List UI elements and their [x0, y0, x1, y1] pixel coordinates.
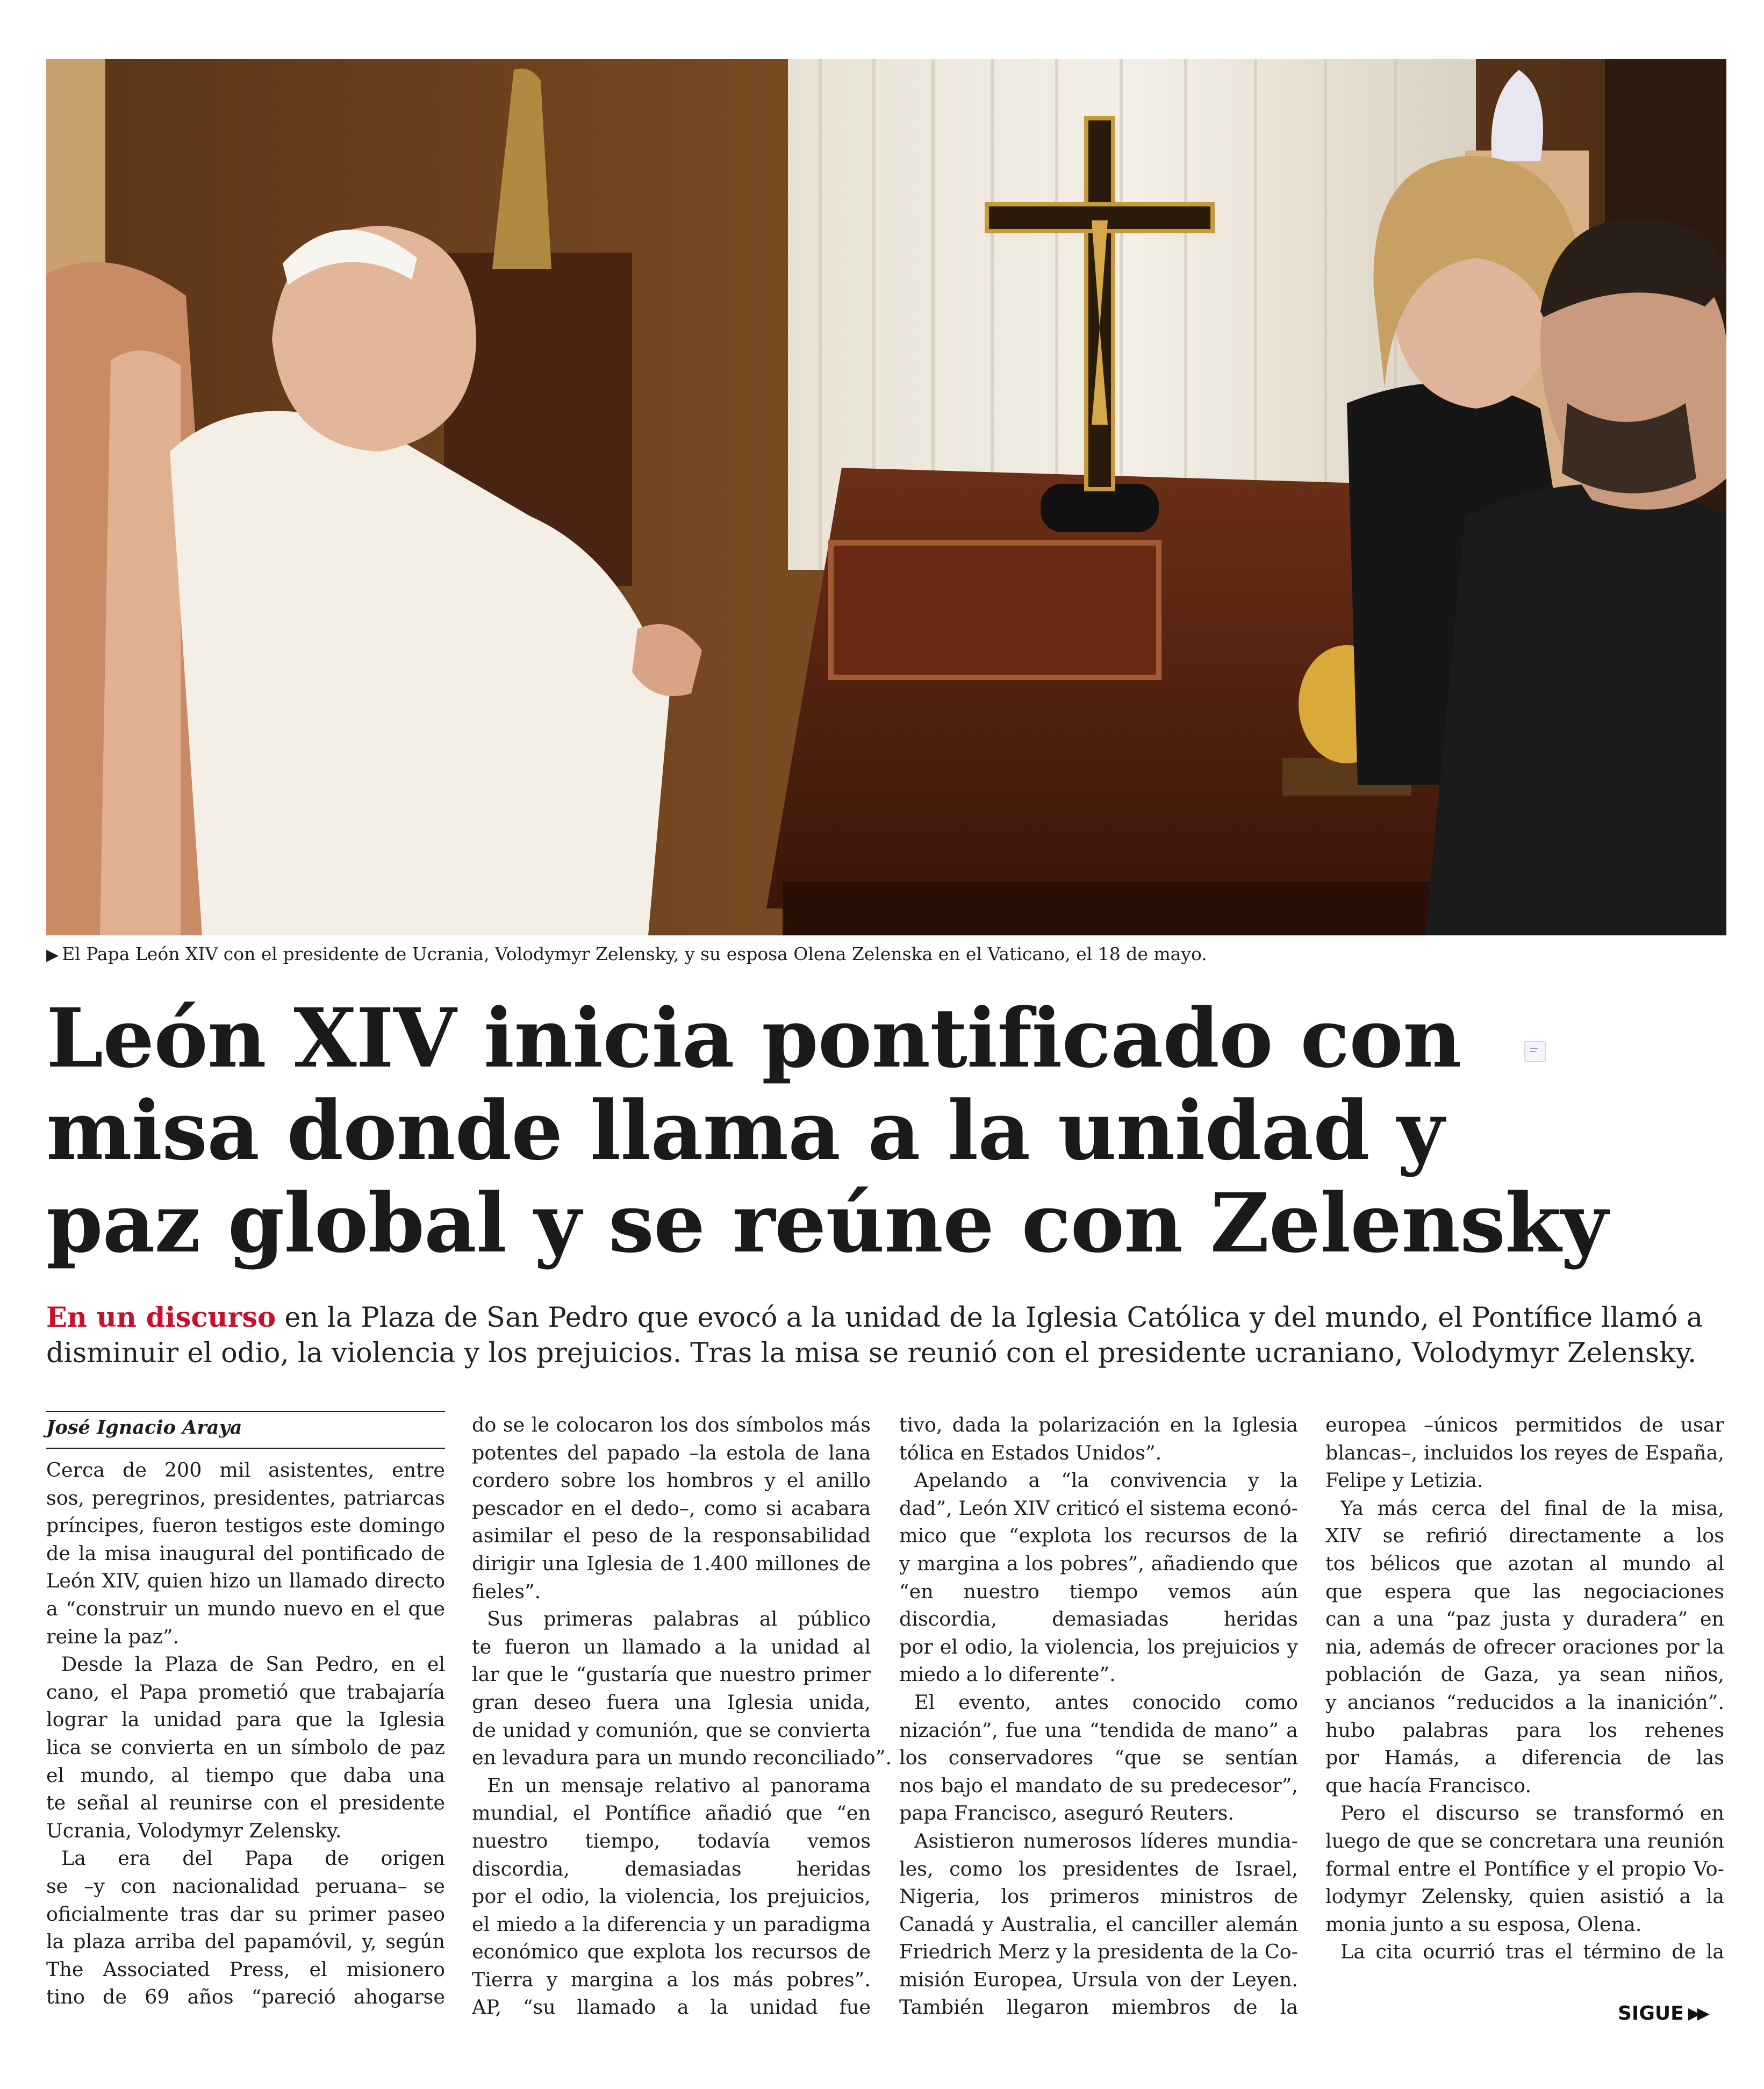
text-line: te fueron un llamado a la unidad al: [472, 1635, 871, 1658]
text-line: can a una “paz justa y duradera” en: [1325, 1607, 1724, 1631]
text-line: formal entre el Pontífice y el propio Vo-: [1325, 1857, 1724, 1880]
text-line: de unidad y comunión, que se convierta: [472, 1718, 871, 1742]
headline-line: León XIV inicia pontificado con: [46, 990, 1461, 1086]
text-line: tino de 69 años “pareció ahogarse: [46, 1985, 445, 2009]
headline-line: paz global y se reúne con Zelensky: [46, 1175, 1608, 1271]
text-line: La cita ocurrió tras el término de la: [1340, 1940, 1724, 1964]
body-column-2: [472, 1411, 892, 2021]
text-line: Pero el discurso se transformó en: [1340, 1801, 1724, 1825]
text-line: tólica en Estados Unidos”.: [899, 1441, 1162, 1464]
headline: [46, 990, 1608, 1271]
text-line: Ya más cerca del final de la misa,: [1340, 1496, 1724, 1520]
text-line: Friedrich Merz y la presidenta de la Co-: [899, 1940, 1298, 1964]
text-line: población de Gaza, ya sean niños,: [1325, 1663, 1724, 1686]
text-line: monia junto a su esposa, Olena.: [1325, 1912, 1642, 1936]
text-line: blancas–, incluidos los reyes de España,: [1325, 1441, 1724, 1464]
text-line: potentes del papado –la estola de lana: [472, 1441, 871, 1464]
text-line: AP, “su llamado a la unidad fue: [472, 1995, 871, 2019]
text-line: el mundo, al tiempo que daba una: [46, 1763, 445, 1787]
main-photo: [46, 59, 1726, 935]
text-line: en levadura para un mundo reconciliado”.: [472, 1746, 892, 1770]
text-line: la plaza arriba del papamóvil, y, según: [46, 1930, 445, 1954]
lead-accent: En un discurso: [46, 1301, 276, 1334]
text-line: por el odio, la violencia, los prejuicios,: [472, 1885, 871, 1908]
text-line: lodymyr Zelensky, quien asistió a la: [1325, 1885, 1724, 1908]
text-line: el miedo a la diferencia y un paradigma: [472, 1912, 871, 1936]
text-line: nización”, fue una “tendida de mano” a: [899, 1718, 1298, 1742]
text-line: les, como los presidentes de Israel,: [899, 1857, 1298, 1880]
text-line: The Associated Press, el misionero: [46, 1957, 445, 1981]
text-line: pescador en el dedo–, como si acabara: [472, 1496, 871, 1520]
text-line: y ancianos “reducidos a la inanición”.: [1325, 1690, 1724, 1714]
continue-label[interactable]: [1618, 2000, 1706, 2027]
text-line: te señal al reunirse con el presidente: [46, 1791, 445, 1815]
text-line: nuestro tiempo, todavía vemos: [472, 1829, 871, 1852]
text-line: Asistieron numerosos líderes mundia-: [914, 1829, 1298, 1852]
continue-text: SIGUE: [1618, 2002, 1684, 2024]
text-line: se –y con nacionalidad peruana– se: [46, 1874, 445, 1898]
text-line: mundial, el Pontífice añadió que “en: [472, 1801, 871, 1825]
text-line: nos bajo el mandato de su predecesor”,: [899, 1773, 1298, 1797]
text-line: Apelando a “la convivencia y la: [914, 1469, 1298, 1492]
text-line: Sus primeras palabras al público: [487, 1607, 871, 1631]
text-line: dirigir una Iglesia de 1.400 millones de: [472, 1551, 871, 1575]
lead-line-1: [46, 1300, 1726, 1336]
photo-illustration: [46, 59, 1726, 935]
text-line: papa Francisco, aseguró Reuters.: [899, 1801, 1234, 1825]
text-line: Nigeria, los primeros ministros de: [899, 1885, 1298, 1908]
text-line: fieles”.: [472, 1579, 541, 1603]
text-line: que hacía Francisco.: [1325, 1773, 1532, 1797]
text-line: Cerca de 200 mil asistentes, entre: [46, 1458, 445, 1482]
text-line: por Hamás, a diferencia de las: [1325, 1746, 1724, 1770]
text-line: los conservadores “que se sentían: [899, 1746, 1298, 1770]
text-line: lograr la unidad para que la Iglesia: [46, 1708, 445, 1732]
text-line: Tierra y margina a los más pobres”.: [472, 1968, 871, 1991]
text-line: miedo a lo diferente”.: [899, 1663, 1116, 1686]
document-comment-icon[interactable]: [1524, 1041, 1546, 1062]
text-line: a “construir un mundo nuevo en el que: [46, 1597, 445, 1620]
text-line: príncipes, fueron testigos este domingo: [46, 1514, 445, 1537]
lead-line-1-rest: en la Plaza de San Pedro que evocó a la unidad de la Iglesia Católica y del mundo, el Pontífice llamó a: [276, 1302, 1703, 1334]
text-line: Ucrania, Volodymyr Zelensky.: [46, 1819, 342, 1842]
text-line: mico que “explota los recursos de la: [899, 1524, 1298, 1548]
caption-text: El Papa León XIV con el presidente de Ucrania, Volodymyr Zelensky, y su esposa Olena Zelenska en el Vaticano, el 18 de mayo.: [62, 943, 1207, 964]
text-line: “en nuestro tiempo vemos aún: [899, 1579, 1298, 1603]
text-line: tos bélicos que azotan al mundo al: [1325, 1551, 1724, 1575]
photo-caption: [46, 943, 1726, 964]
text-line: También llegaron miembros de la: [899, 1995, 1298, 2019]
double-arrow-right-icon: ▶▶: [1688, 2004, 1706, 2023]
text-line: y margina a los pobres”, añadiendo que: [899, 1551, 1298, 1575]
body-column-4: [1325, 1411, 1724, 1966]
text-line: reine la paz”.: [46, 1625, 180, 1648]
text-line: lar que le “gustaría que nuestro primer: [472, 1663, 871, 1686]
text-line: asimilar el peso de la responsabilidad: [472, 1524, 871, 1548]
lead-line-2: disminuir el odio, la violencia y los prejuicios. Tras la misa se reunió con el presidente ucraniano, Volodymyr Zelensky.: [46, 1337, 1697, 1369]
text-line: XIV se refirió directamente a los: [1325, 1524, 1724, 1548]
text-line: Canadá y Australia, el canciller alemán: [899, 1912, 1298, 1936]
text-line: León XIV, quien hizo un llamado directo: [46, 1569, 445, 1593]
text-line: lica se convierta en un símbolo de paz: [46, 1735, 445, 1759]
text-line: La era del Papa de origen: [61, 1847, 445, 1870]
text-line: hubo palabras para los rehenes: [1325, 1718, 1724, 1742]
body-column-3: [899, 1411, 1298, 2021]
text-line: misión Europea, Ursula von der Leyen.: [899, 1968, 1298, 1991]
text-line: gran deseo fuera una Iglesia unida,: [472, 1690, 871, 1714]
text-line: Felipe y Letizia.: [1325, 1469, 1483, 1492]
text-line: discordia, demasiadas heridas: [472, 1857, 871, 1880]
text-line: cano, el Papa prometió que trabajaría: [46, 1680, 445, 1704]
text-line: nia, además de ofrecer oraciones por la: [1325, 1635, 1724, 1658]
text-line: sos, peregrinos, presidentes, patriarcas: [46, 1486, 445, 1509]
text-line: cordero sobre los hombros y el anillo: [472, 1469, 871, 1492]
text-line: Desde la Plaza de San Pedro, en el: [61, 1652, 445, 1676]
text-line: dad”, León XIV criticó el sistema econó-: [899, 1496, 1298, 1520]
text-line: tivo, dada la polarización en la Iglesia: [899, 1413, 1298, 1436]
text-line: do se le colocaron los dos símbolos más: [472, 1413, 871, 1436]
text-line: discordia, demasiadas heridas: [899, 1607, 1298, 1631]
text-line: El evento, antes conocido como: [914, 1690, 1298, 1714]
headline-line: misa donde llama a la unidad y: [46, 1083, 1444, 1178]
text-line: que espera que las negociaciones: [1325, 1579, 1724, 1603]
text-line: En un mensaje relativo al panorama: [487, 1773, 871, 1797]
text-line: oficialmente tras dar su primer paseo: [46, 1902, 445, 1926]
text-line: de la misa inaugural del pontificado de: [46, 1541, 445, 1565]
lead-paragraph: [46, 1300, 1726, 1371]
text-line: económico que explota los recursos de: [472, 1940, 871, 1964]
byline: José Ignacio Araya: [46, 1411, 445, 1449]
body-column-1: [46, 1411, 445, 2011]
caption-triangle-icon: ▶: [46, 946, 59, 964]
text-line: luego de que se concretara una reunión: [1325, 1829, 1724, 1852]
text-line: europea –únicos permitidos de usar: [1325, 1413, 1724, 1436]
text-line: por el odio, la violencia, los prejuicios y: [899, 1635, 1298, 1658]
